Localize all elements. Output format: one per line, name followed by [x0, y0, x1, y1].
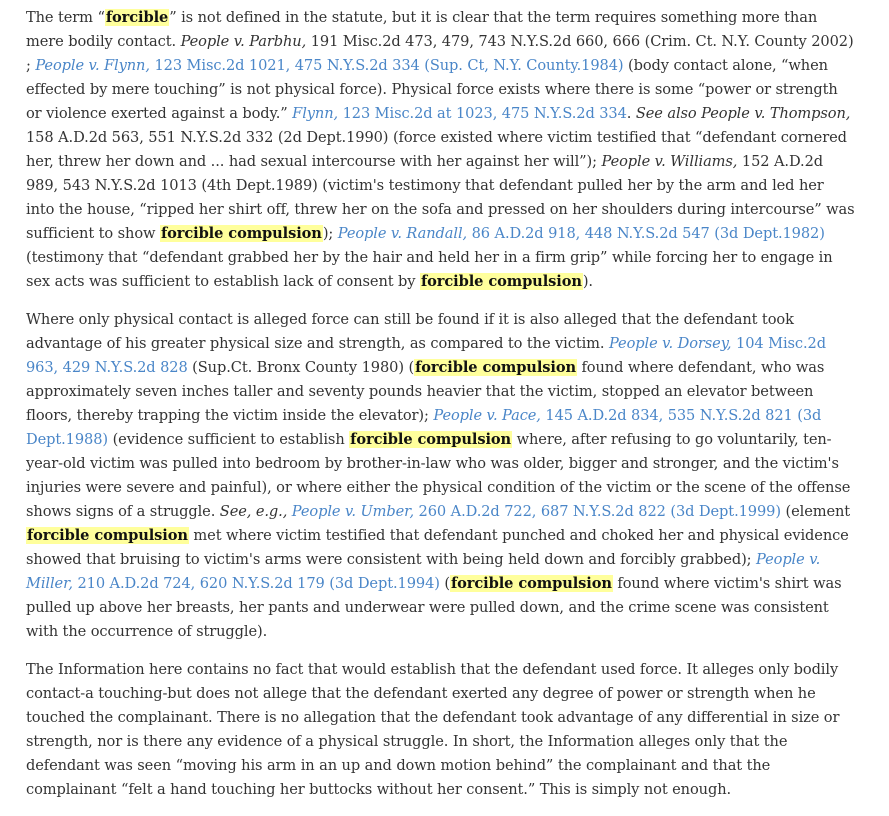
case-name[interactable]: People v. Randall,: [337, 225, 468, 242]
body-text: met where victim testified that defendant punched and choked her and physical evidence showed that bruising to victim's arms were consistent with being held down and forcibly grabbed);: [26, 527, 849, 568]
body-text: );: [322, 225, 338, 242]
body-text: 152 A.D.2d 989, 543 N.Y.S.2d 1013 (4th Dept.1989) (victim's testimony that defendant pulled her by the arm and led her into the house, “ripped her shirt off, threw her on the sofa and pressed on her shoulders during intercourse” was sufficient to show: [26, 153, 855, 242]
case-name: See also People v. Thompson,: [635, 105, 851, 122]
case-name[interactable]: People v. Pace,: [433, 407, 541, 424]
case-citation-text: [602, 153, 738, 170]
case-citation-link[interactable]: 210 A.D.2d 724, 620 N.Y.S.2d 179 (3d Dept.1994): [72, 575, 440, 592]
case-name[interactable]: People v. Flynn,: [35, 57, 150, 74]
document-body: [26, 6, 856, 816]
body-text: (body contact alone, “when effected by mere touching” is not physical force). Physical force exists where there is some “power or strength or violence exerted against a body.”: [26, 57, 838, 122]
search-term-highlight: forcible compulsion: [420, 273, 582, 290]
case-name[interactable]: People v. Dorsey,: [608, 335, 732, 352]
body-text: (Sup.Ct. Bronx County 1980) (: [187, 359, 415, 376]
body-text: (evidence sufficient to establish: [108, 431, 350, 448]
search-term-highlight: forcible: [105, 9, 169, 26]
body-text: found where defendant, who was approximately seven inches taller and seventy pounds heavier that the victim, stopped an elevator between floors, thereby trapping the victim inside the elevator);: [26, 359, 825, 424]
search-term-highlight: forcible compulsion: [27, 527, 188, 544]
body-text: .: [626, 105, 636, 122]
case-name[interactable]: Flynn,: [292, 105, 339, 122]
body-text: found where victim's shirt was pulled up above her breasts, her pants and underwear were pulled down, and the crime scene was consistent with the occurrence of struggle).: [26, 575, 842, 640]
case-citation-link[interactable]: [433, 407, 540, 424]
case-citation-text: [181, 33, 307, 50]
body-text: where, after refusing to go voluntarily, ten-year-old victim was pulled into bedroom by brother-in-law who was older, bigger and stronger, and the victim's injuries were severe and painful), or where either the physical condition of the victim or the scene of the offense shows signs of a struggle.: [26, 431, 851, 520]
paragraph-1: [26, 6, 856, 294]
case-citation-link[interactable]: [35, 57, 150, 74]
body-text: The Information here contains no fact that would establish that the defendant used force. It alleges only bodily contact-a touching-but does not allege that the defendant exerted any degree of power or strength when he touched the complainant. There is no allegation that the defendant took advantage of any differential in size or strength, nor is there any evidence of a physical struggle. In short, the Information alleges only that the defendant was seen “moving his arm in an up and down motion behind” the complainant and that the complainant “felt a hand touching her buttocks without her consent.” This is simply not enough.: [26, 661, 840, 798]
body-text: (element: [780, 503, 851, 520]
search-term-highlight: forcible compulsion: [451, 575, 612, 592]
body-text: ).: [582, 273, 593, 290]
case-citation-link[interactable]: [609, 335, 732, 352]
case-name: See, e.g.,: [219, 503, 288, 520]
body-text: Where only physical contact is alleged force can still be found if it is also alleged that the defendant took advantage of his greater physical size and strength, as compared to the victim.: [26, 311, 794, 352]
body-text: 191 Misc.2d 473, 479, 743 N.Y.S.2d 660, 666 (Crim. Ct. N.Y. County 2002) ;: [26, 33, 854, 74]
search-term-highlight: forcible compulsion: [350, 431, 512, 448]
body-text: (testimony that “defendant grabbed her by the hair and held her in a firm grip” while forcing her to engage in sex acts was sufficient to establish lack of consent by: [26, 249, 833, 290]
search-term-highlight: forcible compulsion: [160, 225, 322, 242]
case-name[interactable]: People v. Umber,: [291, 503, 414, 520]
case-citation-link[interactable]: [292, 105, 338, 122]
body-text: 158 A.D.2d 563, 551 N.Y.S.2d 332 (2d Dept.1990) (force existed where victim testified that “defendant cornered her, threw her down and ... had sexual intercourse with her against her will”);: [26, 129, 847, 170]
case-citation-link[interactable]: 86 A.D.2d 918, 448 N.Y.S.2d 547 (3d Dept.1982): [467, 225, 825, 242]
case-citation-link[interactable]: 260 A.D.2d 722, 687 N.Y.S.2d 822 (3d Dept.1999): [414, 503, 781, 520]
body-text: ” is not defined in the statute, but it is clear that the term requires something more than mere bodily contact.: [26, 9, 818, 50]
body-text: (: [439, 575, 450, 592]
search-term-highlight: forcible compulsion: [415, 359, 576, 376]
paragraph-2: [26, 308, 856, 644]
case-citation-text: [636, 105, 850, 122]
paragraph-3: [26, 658, 856, 802]
case-citation-link[interactable]: [292, 503, 414, 520]
case-citation-text: [220, 503, 287, 520]
case-name: People v. Parbhu,: [180, 33, 307, 50]
body-text: The term “: [26, 9, 105, 26]
case-name: People v. Williams,: [601, 153, 738, 170]
case-citation-link[interactable]: 104 Misc.2d 963, 429 N.Y.S.2d 828: [26, 335, 826, 376]
case-citation-link[interactable]: 145 A.D.2d 834, 535 N.Y.S.2d 821 (3d Dept.1988): [26, 407, 822, 448]
case-citation-link[interactable]: 123 Misc.2d 1021, 475 N.Y.S.2d 334 (Sup. Ct, N.Y. County.1984): [149, 57, 624, 74]
case-citation-link[interactable]: 123 Misc.2d at 1023, 475 N.Y.S.2d 334: [338, 105, 627, 122]
case-citation-link[interactable]: [338, 225, 467, 242]
case-name[interactable]: People v. Miller,: [26, 551, 821, 592]
